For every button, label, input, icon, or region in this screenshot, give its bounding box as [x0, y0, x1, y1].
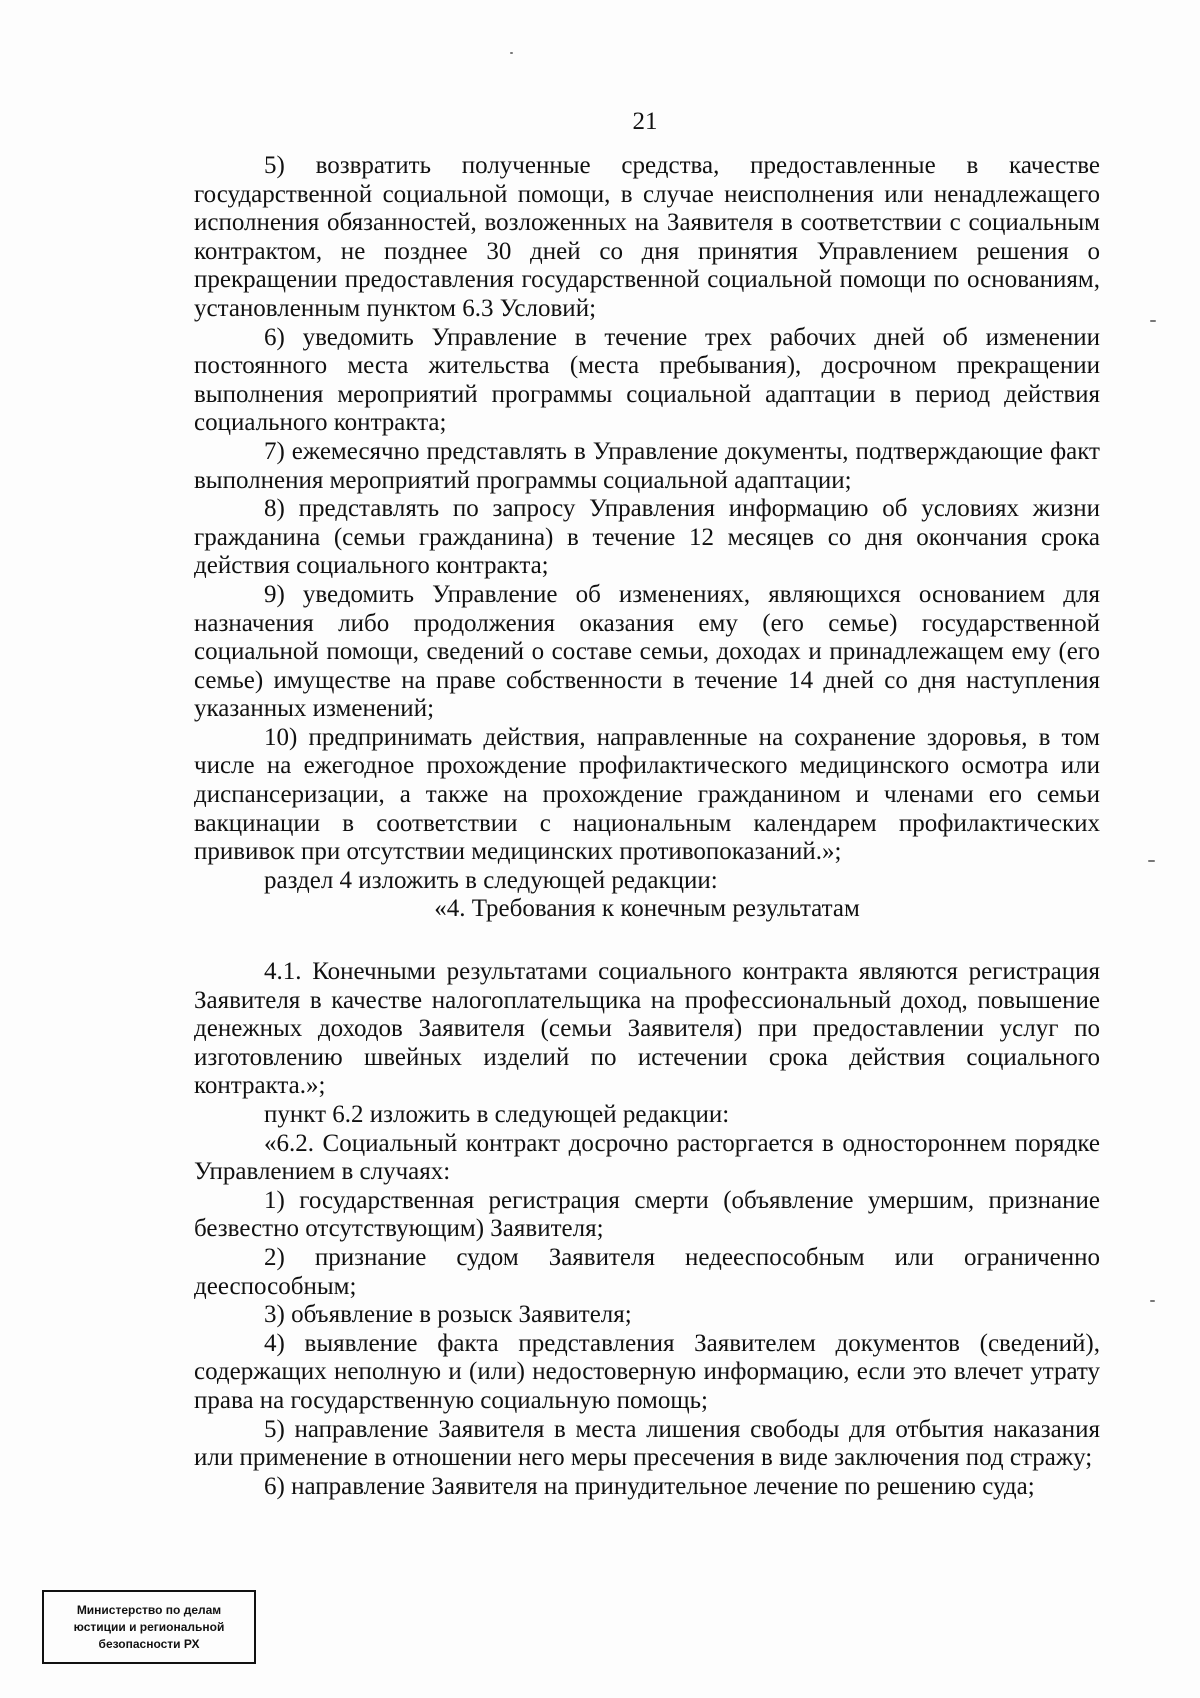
paragraph: 4.1. Конечными результатами социального контракта являются регистрация Заявителя в качестве налогоплательщика на профессиональный доход, повышение денежных доходов Заявителя (семьи Заявителя) при предоставлении услуг по изготовлению швейных изделий по истечении срока действия социального контракта.»;	[194, 958, 1100, 1100]
scan-speck	[1150, 1300, 1155, 1302]
paragraph: «4. Требования к конечным результатам	[434, 895, 860, 923]
ministry-stamp	[42, 1590, 256, 1664]
stamp-line-1: Министерство по делам	[76, 1602, 222, 1617]
page-number: 21	[632, 108, 658, 135]
scan-speck	[1148, 860, 1155, 862]
stamp-line-3: безопасности РХ	[98, 1636, 200, 1651]
paragraph: 5) возвратить полученные средства, предоставленные в качестве государственной социальной помощи, в случае неисполнения или ненадлежащего исполнения обязанностей, возложенных на Заявителя в соответствии с социальным контрактом, не позднее 30 дней со дня принятия Управлением решения о прекращении предоставления государственной социальной помощи по основаниям, установленным пунктом 6.3 Условий;	[194, 152, 1100, 322]
scan-speck	[1150, 320, 1156, 322]
stamp-line-2: юстиции и региональной	[73, 1619, 225, 1634]
paragraph: 9) уведомить Управление об изменениях, являющихся основанием для назначения либо продолжения оказания ему (его семье) государственной социальной помощи, сведений о составе семьи, доходах и принадлежащем ему (его семье) имуществе на праве собственности в течение 14 дней со дня наступления указанных изменений;	[194, 580, 1100, 723]
paragraph: 10) предпринимать действия, направленные на сохранение здоровья, в том числе на ежегодное прохождение профилактического медицинского осмотра или диспансеризации, а также на прохождение гражданином и членами его семьи вакцинации в соответствии с национальным календарем профилактических прививок при отсутствии медицинских противопоказаний.»;	[194, 723, 1100, 866]
paragraph: 3) объявление в розыск Заявителя;	[264, 1301, 632, 1329]
paragraph: 2) признание судом Заявителя недееспособным или ограниченно дееспособным;	[194, 1243, 1100, 1300]
paragraph: 6) направление Заявителя на принудительное лечение по решению суда;	[264, 1472, 1035, 1500]
paragraph: 6) уведомить Управление в течение трех рабочих дней об изменении постоянного места жительства (места пребывания), досрочном прекращении выполнения мероприятий программы социальной адаптации в период действия социального контракта;	[194, 323, 1100, 437]
paragraph: «6.2. Социальный контракт досрочно расторгается в одностороннем порядке Управлением в случаях:	[194, 1129, 1100, 1186]
paragraph: пункт 6.2 изложить в следующей редакции:	[264, 1101, 730, 1128]
scan-speck	[510, 52, 513, 54]
paragraph: 1) государственная регистрация смерти (объявление умершим, признание безвестно отсутствующим) Заявителя;	[194, 1186, 1100, 1243]
paragraph: раздел 4 изложить в следующей редакции:	[264, 866, 718, 894]
paragraph: 8) представлять по запросу Управления информацию об условиях жизни гражданина (семьи гражданина) в течение 12 месяцев со дня окончания срока действия социального контракта;	[194, 495, 1100, 580]
paragraph: 5) направление Заявителя в места лишения свободы для отбытия наказания или применение в отношении него меры пресечения в виде заключения под стражу;	[194, 1415, 1100, 1472]
document-body	[194, 152, 1100, 1501]
paragraph: 4) выявление факта представления Заявителем документов (сведений), содержащих неполную и (или) недостоверную информацию, если это влечет утрату права на государственную социальную помощь;	[194, 1329, 1100, 1414]
paragraph: 7) ежемесячно представлять в Управление документы, подтверждающие факт выполнения мероприятий программы социальной адаптации;	[194, 437, 1100, 494]
